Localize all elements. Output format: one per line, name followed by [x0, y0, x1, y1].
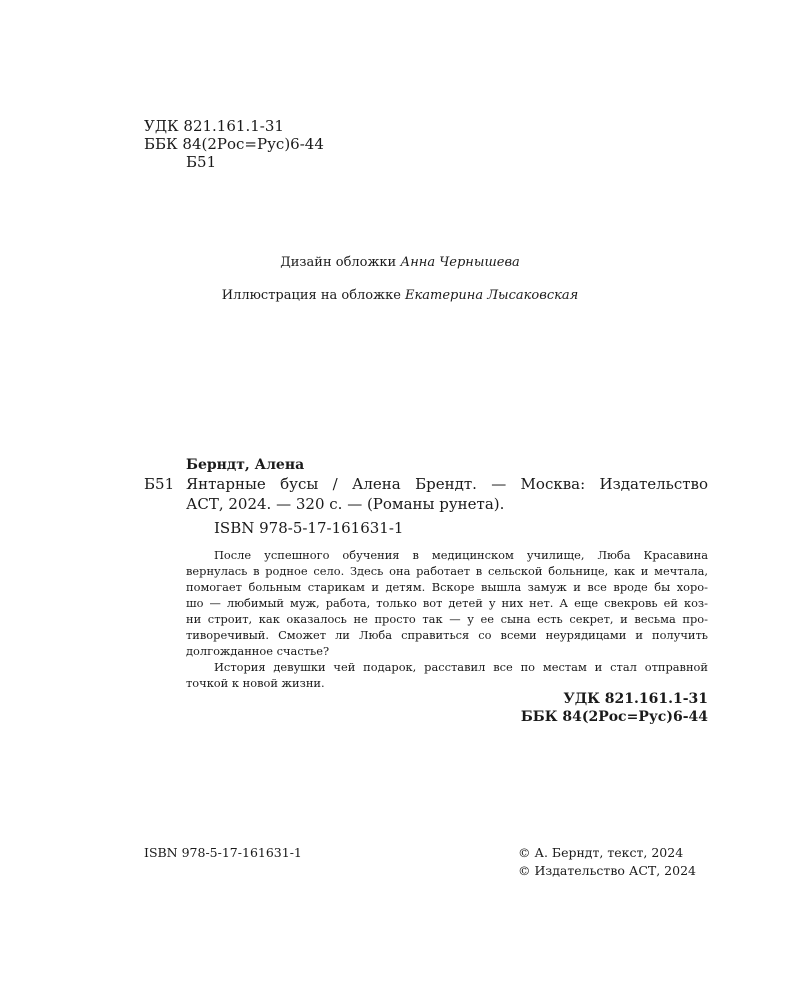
copyright-author: © А. Берндт, текст, 2024: [518, 845, 684, 860]
annotation-line: ни строит, как оказалось не просто так — у ее сына есть секрет, и весьма про-: [186, 612, 708, 626]
copyright-publisher: © Издательство АСТ, 2024: [518, 863, 696, 878]
record-line: АСТ, 2024. — 320 с. — (Романы рунета).: [186, 495, 505, 513]
annotation-line: После успешного обучения в медицинском училище, Люба Красавина: [214, 548, 708, 562]
annotation-line: вернулась в родное село. Здесь она работает в сельской больнице, как и мечтала,: [186, 564, 708, 578]
author-mark-top: Б51: [186, 153, 217, 171]
cover-illustration-name: Екатерина Лысаковская: [405, 288, 579, 303]
record-author: Берндт, Алена: [186, 457, 305, 473]
record-line: Янтарные бусы / Алена Брендт. — Москва: Издательство: [186, 475, 708, 493]
udk-code-top: УДК 821.161.1-31: [144, 117, 284, 135]
annotation-line: шо — любимый муж, работа, только вот детей у них нет. А еще свекровь ей коз-: [186, 596, 708, 610]
bbk-code-top: ББК 84(2Рос=Рус)6-44: [144, 135, 324, 153]
cover-design-name: Анна Чернышева: [400, 255, 520, 270]
footer-isbn: ISBN 978-5-17-161631-1: [144, 845, 302, 860]
annotation-line: долгожданное счастье?: [186, 644, 330, 658]
record-isbn: ISBN 978-5-17-161631-1: [214, 519, 404, 537]
record-description: [186, 474, 708, 514]
annotation-line: точкой к новой жизни.: [186, 676, 325, 690]
annotation-line: тиворечивый. Сможет ли Люба справиться со всеми неурядицами и получить: [186, 628, 708, 642]
cover-design-label: Дизайн обложки: [280, 255, 397, 270]
cover-design-credit: [0, 254, 800, 272]
record-author-mark: Б51: [144, 475, 175, 493]
annotation: [186, 547, 708, 691]
bbk-code-bottom: ББК 84(2Рос=Рус)6-44: [520, 709, 708, 725]
annotation-line: История девушки чей подарок, расставил все по местам и стал отправной: [214, 660, 708, 674]
annotation-line: помогает больным старикам и детям. Вскоре вышла замуж и все вроде бы хоро-: [186, 580, 708, 594]
cover-illustration-credit: [0, 287, 800, 305]
cover-illustration-label: Иллюстрация на обложке: [221, 288, 401, 303]
udk-code-bottom: УДК 821.161.1-31: [563, 691, 708, 707]
